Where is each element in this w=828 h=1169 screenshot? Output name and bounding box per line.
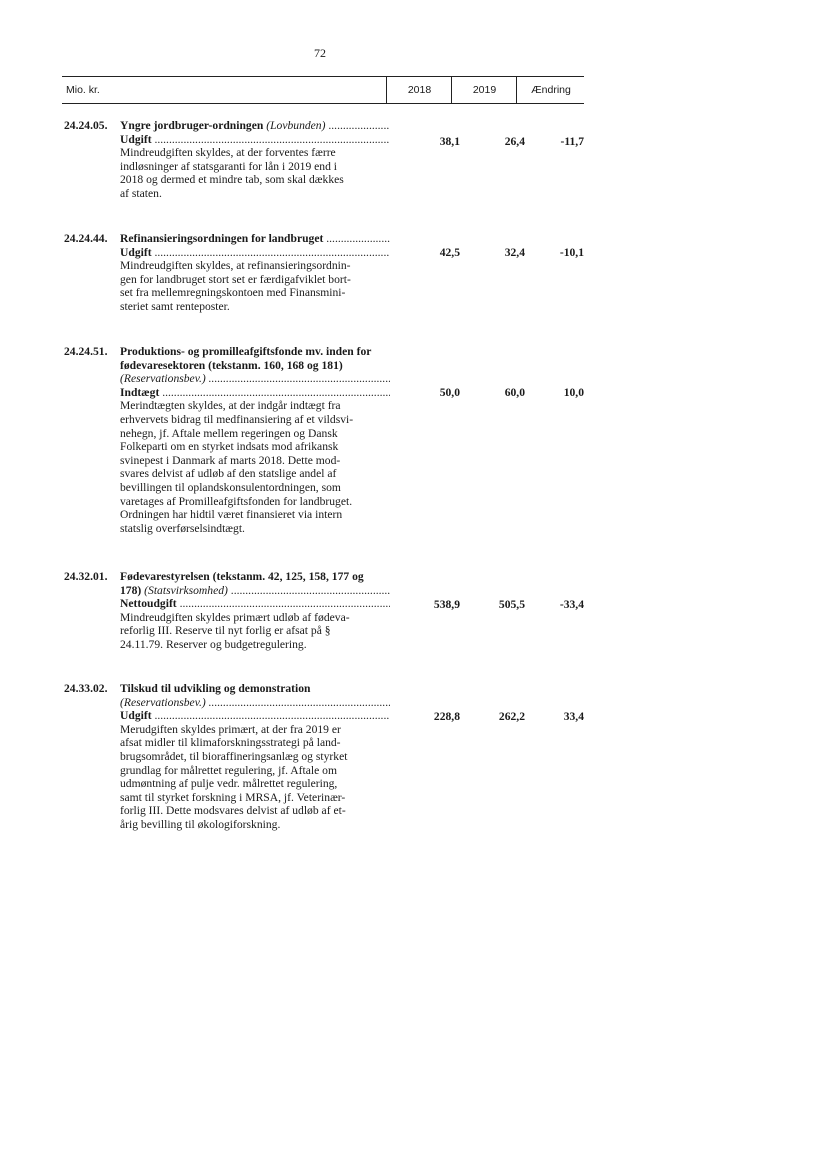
account-section	[64, 570, 584, 652]
value-change: -33,4	[559, 598, 584, 611]
account-code: 24.24.05.	[64, 119, 108, 132]
account-code: 24.33.02.	[64, 682, 108, 695]
amount-label: Udgift .....	[120, 246, 390, 260]
account-section	[64, 232, 584, 314]
account-section	[64, 682, 584, 832]
account-description: Mindreudgiften skyldes, at der forventes færre indløsninger af statsgaranti for lån i 2019 end i 2018 og dermed et mindre tab, som skal dækkes af staten.	[120, 146, 344, 200]
account-section	[64, 119, 584, 201]
account-title: Refinansieringsordningen for landbruget .....	[120, 232, 390, 246]
value-2019: 60,0	[504, 386, 525, 399]
value-change: -10,1	[559, 246, 584, 259]
value-2019: 26,4	[504, 135, 525, 148]
account-description: Mindreudgiften skyldes primært udløb af fødeva- reforlig III. Reserve til nyt forlig er afsat på § 24.11.79. Reserver og budgetregulering.	[120, 610, 350, 651]
table-header	[62, 76, 584, 104]
account-title: Tilskud til udvikling og demonstration	[120, 682, 311, 695]
amount-label: Nettoudgift .....	[120, 597, 390, 611]
account-code: 24.24.51.	[64, 345, 108, 358]
account-title: Fødevarestyrelsen (tekstanm. 42, 125, 158, 177 og	[120, 570, 364, 583]
account-type: (Reservationsbev.) .....	[120, 372, 390, 386]
value-2019: 505,5	[498, 598, 525, 611]
column-2018: 2018	[386, 77, 452, 103]
page-number: 72	[314, 46, 326, 60]
amount-label: Indtægt .....	[120, 386, 390, 400]
value-2018: 228,8	[433, 710, 460, 723]
value-2019: 262,2	[498, 710, 525, 723]
amount-label: Udgift .....	[120, 133, 390, 147]
value-change: 10,0	[563, 386, 584, 399]
value-2019: 32,4	[504, 246, 525, 259]
value-2018: 50,0	[439, 386, 460, 399]
value-2018: 538,9	[433, 598, 460, 611]
value-2018: 42,5	[439, 246, 460, 259]
amount-label: Udgift .....	[120, 709, 390, 723]
unit-label: Mio. kr.	[66, 84, 100, 96]
account-code: 24.24.44.	[64, 232, 108, 245]
account-type: (Reservationsbev.) .....	[120, 696, 390, 710]
account-title: Produktions- og promilleafgiftsfonde mv. inden for	[120, 345, 372, 358]
account-title-cont: fødevaresektoren (tekstanm. 160, 168 og 181)	[120, 358, 343, 372]
column-2019: 2019	[451, 77, 517, 103]
account-title: Yngre jordbruger-ordningen (Lovbunden) .....	[120, 119, 390, 133]
value-2018: 38,1	[439, 135, 460, 148]
account-description: Merudgiften skyldes primært, at der fra 2019 er afsat midler til klimaforskningsstrategi på land- brugsområdet, til bioraffineringsanlæg og styrket grundlag for målrettet regulering, jf. Aftale om udmøntning af pulje vedr. målrettet regulering, samt til styrket forskning i MRSA, jf. Veterinær- forlig III. Dette modsvares delvist af udløb af et- årig bevilling til økologiforskning.	[120, 722, 348, 831]
value-change: 33,4	[563, 710, 584, 723]
value-change: -11,7	[560, 135, 584, 148]
account-code: 24.32.01.	[64, 570, 108, 583]
account-title-cont: 178) (Statsvirksomhed) .....	[120, 584, 390, 598]
account-description: Mindreudgiften skyldes, at refinansieringsordnin- gen for landbruget stort set er færdigafviklet bort- set fra mellemregningskontoen med Finansmini- steriet samt renteposter.	[120, 259, 351, 313]
account-description: Merindtægten skyldes, at der indgår indtægt fra erhvervets bidrag til medfinansiering af et vildsvi- nehegn, jf. Aftale mellem regeringen og Dansk Folkeparti om en styrket indsats mod afrikansk svinepest i Danmark af marts 2018. Dette mod- svares delvist af udløb af den statslige andel af bevillingen til oplandskonsulentordningen, som varetages af Promilleafgiftsfonden for landbruget. Ordningen har hidtil været finansieret via intern statslig overførselsindtægt.	[120, 399, 354, 535]
account-section	[64, 345, 584, 535]
column-change: Ændring	[516, 77, 585, 103]
